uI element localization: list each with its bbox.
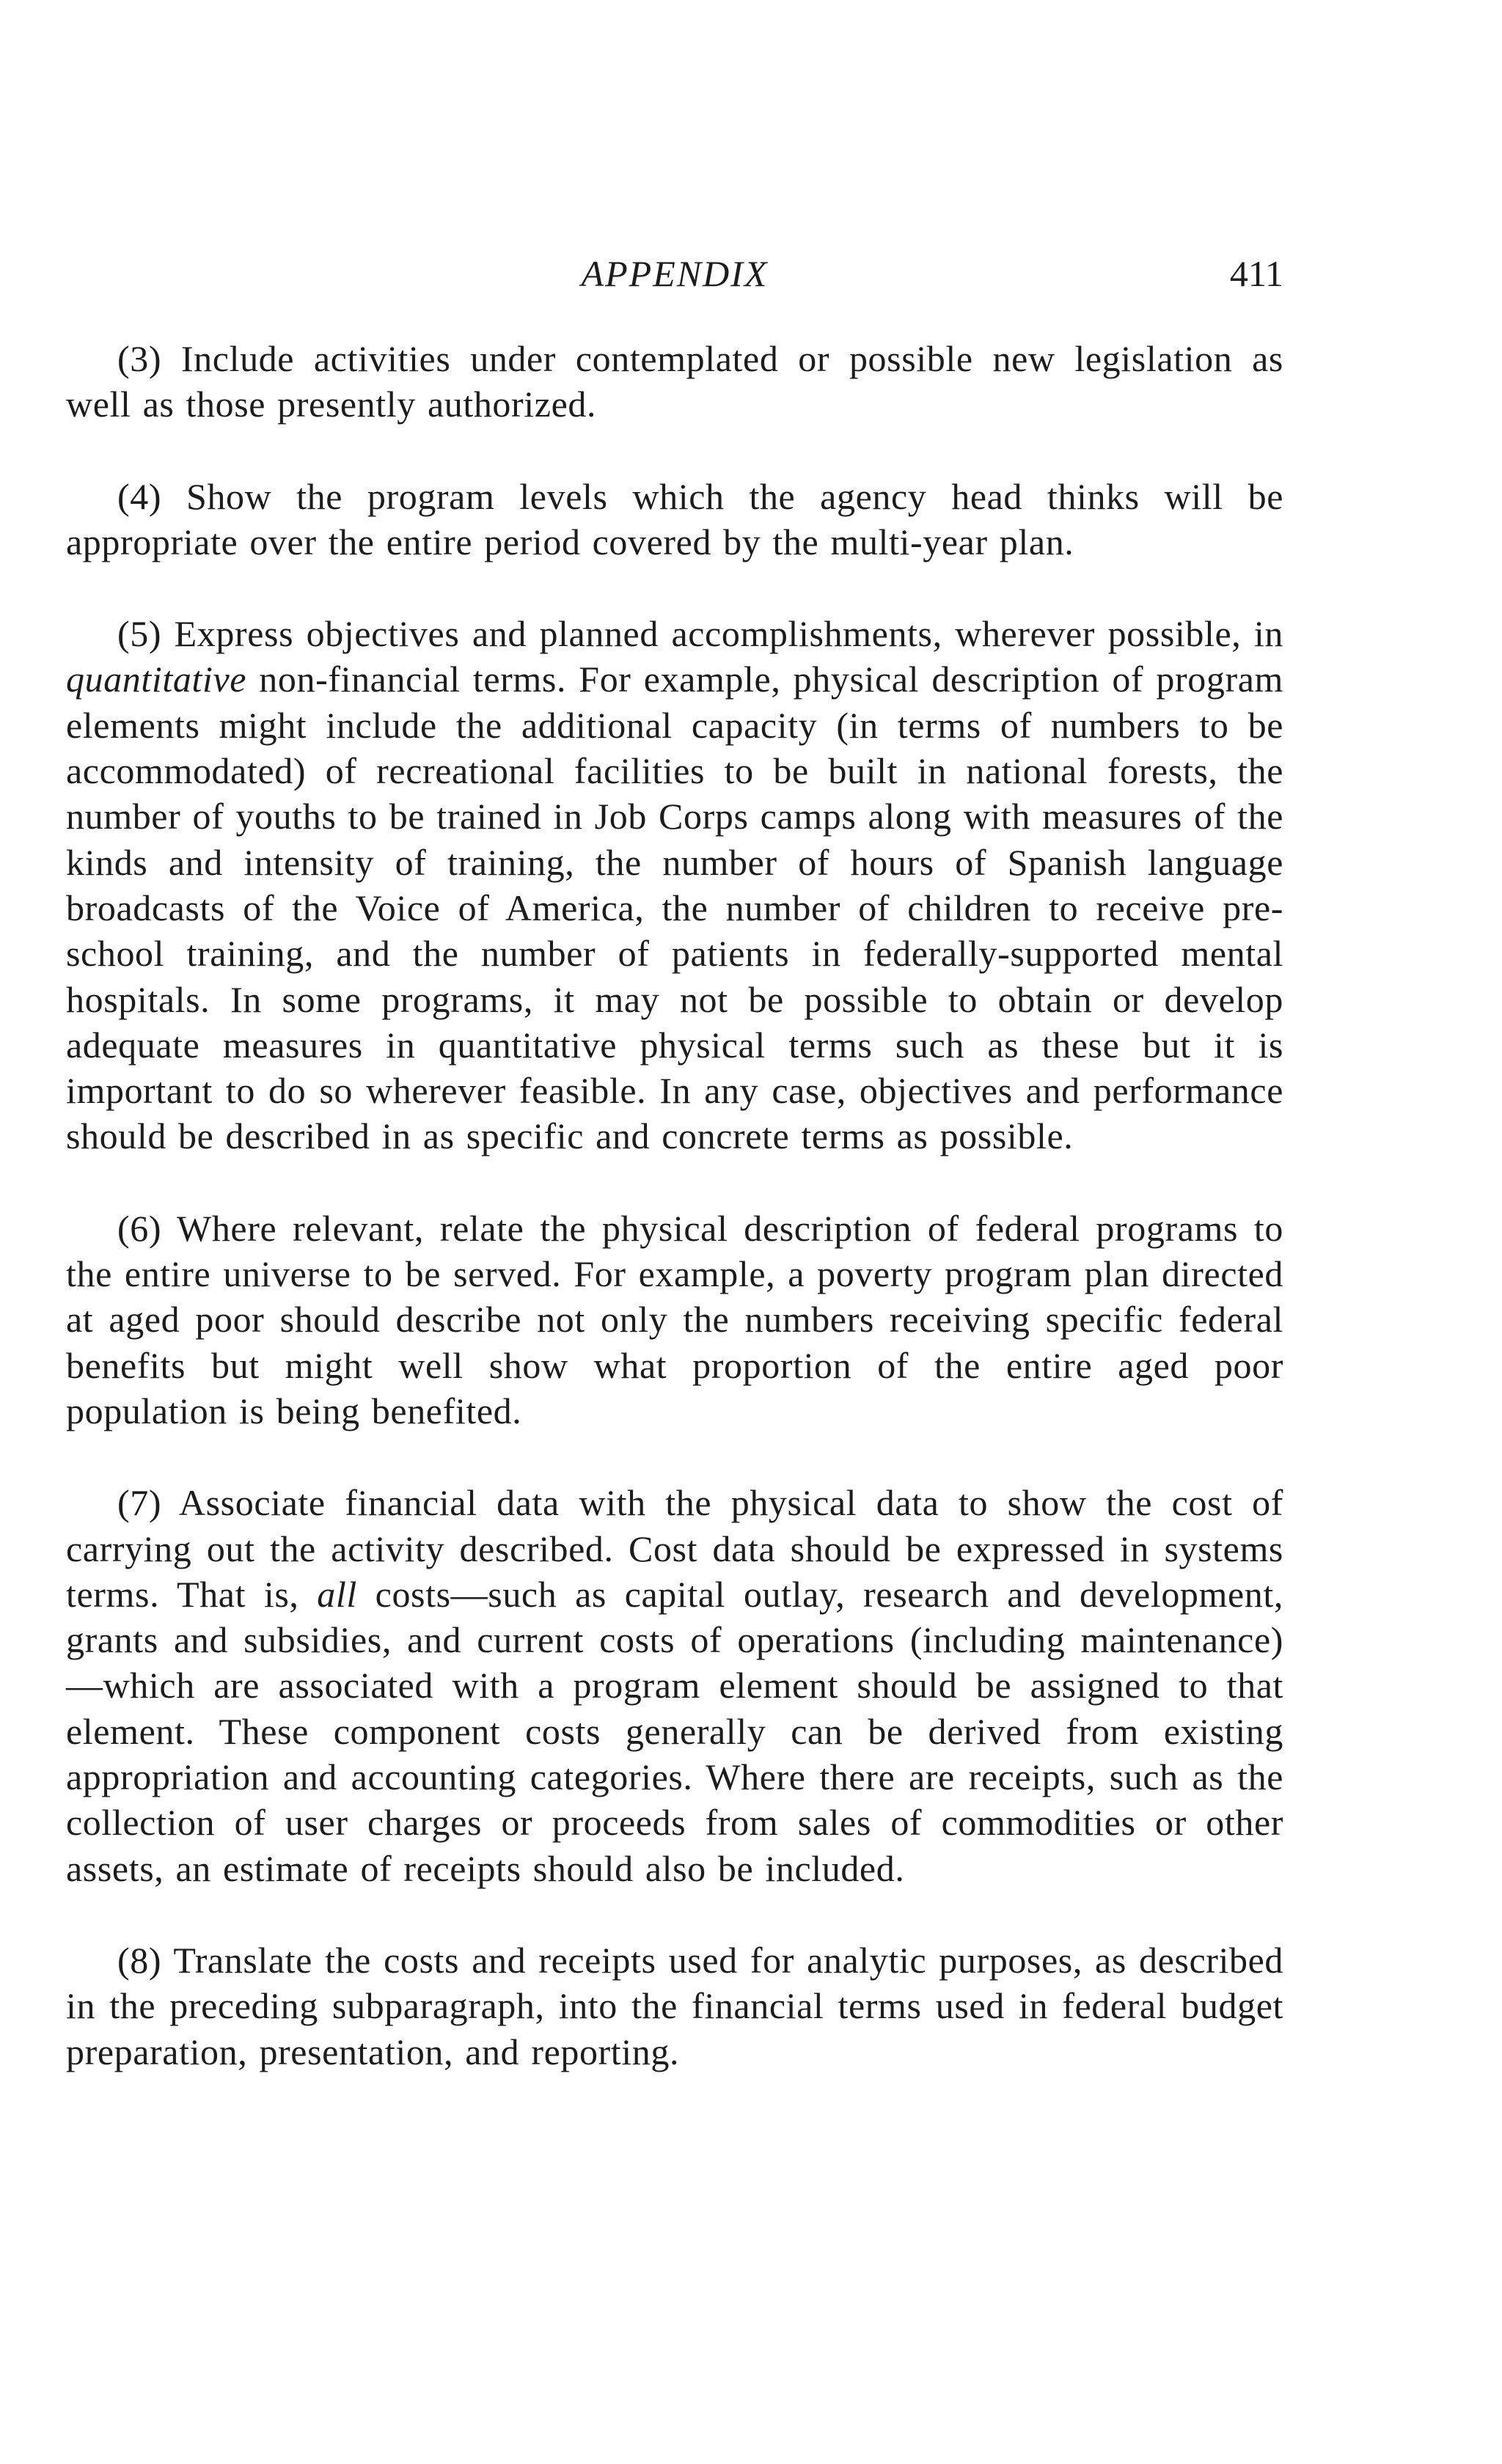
paragraph-item-7 [66,1480,1283,1891]
emphasis-all: all [317,1573,357,1615]
paragraph-item-6: (6) Where relevant, relate the physical description of federal programs to the entire universe to be served. For example, a poverty program plan directed at aged poor should describe not only the numbers receiving specific federal benefits but might well show what proportion of the entire aged poor population is being benefited. [66,1207,1283,1431]
paragraph-text: (5) Express objectives and planned accomplishments, wherever possible, in [117,613,1283,655]
paragraph-item-5 [66,611,1283,1159]
paragraph-text: costs—such as capital outlay, research and development, grants and subsidies, and current costs of operations (including maintenance)—which are associated with a program element should be assigned to that element. These component costs generally can be derived from existing appropriation and accounting categories. Where there are receipts, such as the collection of user charges or proceeds from sales of commodities or other assets, an estimate of receipts should also be included. [66,1573,1283,1889]
paragraph-text: (7) Associate financial data with the physical data to show the cost of carrying out the activity described. Cost data should be expressed in systems terms. That is, [66,1482,1283,1615]
page-number: 411 [1229,253,1283,294]
paragraph-item-8: (8) Translate the costs and receipts used for analytic purposes, as described in the preceding subparagraph, into the financial terms used in federal budget preparation, presentation, and reporting. [66,1939,1283,2072]
paragraph-item-3: (3) Include activities under contemplated or possible new legislation as well as those presently authorized. [66,338,1283,425]
body-text [66,336,1283,2121]
emphasis-quantitative: quantitative [66,659,247,700]
paragraph-text: non-financial terms. For example, physical description of program elements might include the additional capacity (in terms of numbers to be accommodated) of recreational facilities to be built in national forests, the number of youths to be trained in Job Corps camps along with measures of the kinds and intensity of training, the number of hours of Spanish language broadcasts of the Voice of America, the number of children to receive pre-school training, and the number of patients in federally-supported mental hospitals. In some programs, it may not be possible to obtain or develop adequate measures in quantitative physical terms such as these but it is important to do so wherever feasible. In any case, objectives and performance should be described in as specific and concrete terms as possible. [66,659,1283,1157]
paragraph-item-4: (4) Show the program levels which the agency head thinks will be appropriate over the entire period covered by the multi-year plan. [66,475,1283,562]
running-head: APPENDIX [581,253,769,294]
page-header [66,248,1283,299]
